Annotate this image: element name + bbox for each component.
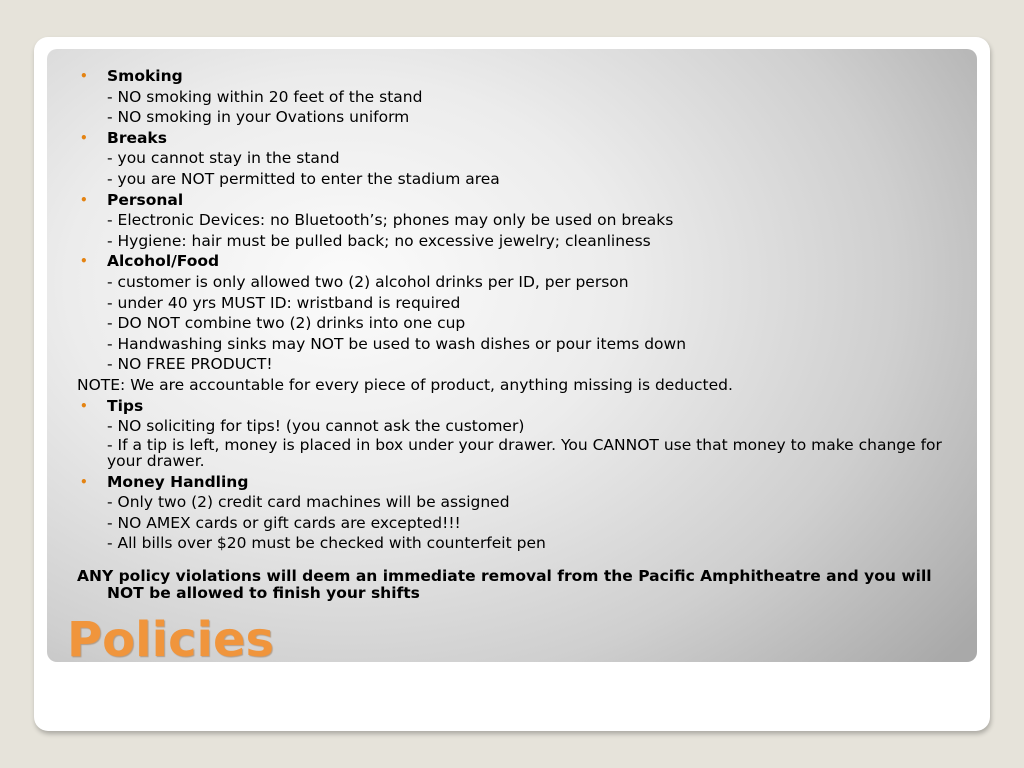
slide-frame bbox=[34, 37, 990, 731]
list-item: - NO smoking in your Ovations uniform bbox=[107, 108, 410, 127]
bullet-icon: • bbox=[80, 474, 88, 489]
section-heading-money-handling: • Money Handling bbox=[80, 472, 249, 491]
list-item: - NO AMEX cards or gift cards are excepted!!! bbox=[107, 513, 461, 532]
section-heading-tips: • Tips bbox=[80, 396, 144, 415]
spacer bbox=[47, 554, 967, 568]
warning-text: ANY policy violations will deem an immediate removal from the Pacific Amphitheatre and you will NOT be allowed to finish your shifts bbox=[77, 567, 932, 603]
list-item: - NO FREE PRODUCT! bbox=[107, 355, 273, 374]
list-item: - NO soliciting for tips! (you cannot ask the customer) bbox=[107, 417, 525, 436]
section-heading-breaks: • Breaks bbox=[80, 128, 167, 147]
note-text: NOTE: We are accountable for every piece of product, anything missing is deducted. bbox=[77, 375, 733, 394]
list-item: - you are NOT permitted to enter the stadium area bbox=[107, 169, 500, 188]
bullet-icon: • bbox=[80, 254, 88, 269]
list-item: - Hygiene: hair must be pulled back; no excessive jewelry; cleanliness bbox=[107, 231, 651, 250]
list-item: - customer is only allowed two (2) alcohol drinks per ID, per person bbox=[107, 272, 629, 291]
bullet-icon: • bbox=[80, 69, 88, 83]
section-heading-alcohol-food: • Alcohol/Food bbox=[80, 252, 220, 271]
list-item: - Only two (2) credit card machines will be assigned bbox=[107, 493, 510, 512]
list-item: - Handwashing sinks may NOT be used to wash dishes or pour items down bbox=[107, 334, 687, 353]
bullet-icon: • bbox=[80, 192, 88, 207]
list-item: - Electronic Devices: no Bluetooth’s; phones may only be used on breaks bbox=[107, 211, 674, 230]
list-item: - NO smoking within 20 feet of the stand bbox=[107, 87, 423, 106]
list-item: - All bills over $20 must be checked with counterfeit pen bbox=[107, 534, 546, 553]
list-item: - under 40 yrs MUST ID: wristband is required bbox=[107, 293, 461, 312]
slide-title: Policies bbox=[67, 612, 275, 662]
list-item: - you cannot stay in the stand bbox=[107, 149, 340, 168]
section-heading-personal: • Personal bbox=[80, 190, 184, 209]
policy-list bbox=[47, 66, 967, 602]
bullet-icon: • bbox=[80, 130, 88, 145]
bullet-icon: • bbox=[80, 398, 88, 413]
content-panel bbox=[47, 49, 977, 662]
list-item: - DO NOT combine two (2) drinks into one cup bbox=[107, 314, 466, 333]
list-item: - If a tip is left, money is placed in box under your drawer. You CANNOT use that money to make change for your drawer. bbox=[107, 435, 942, 470]
section-heading-smoking: • Smoking bbox=[80, 67, 183, 85]
